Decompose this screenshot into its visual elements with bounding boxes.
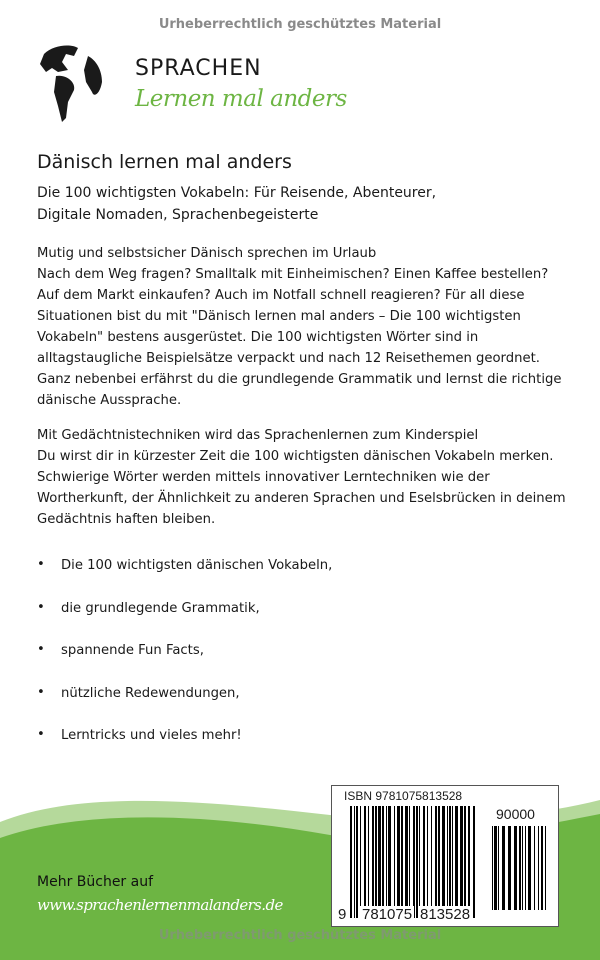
section-gedaechtnis: [37, 425, 597, 530]
price-code: 90000: [496, 806, 535, 822]
barcode-bar: [534, 826, 535, 910]
list-item: • Lerntricks und vieles mehr!: [37, 728, 332, 771]
barcode-bar: [413, 806, 415, 918]
barcode-bar: [409, 806, 410, 918]
more-books-label: Mehr Bücher auf: [37, 874, 154, 890]
barcode-bar: [525, 826, 526, 910]
barcode-bar: [538, 826, 539, 910]
barcode-bar: [419, 806, 420, 918]
barcode-bar: [528, 826, 531, 910]
barcode-bar: [455, 806, 458, 918]
subtitle-line: Die 100 wichtigsten Vokabeln: Für Reisende, Abenteurer,: [37, 185, 437, 201]
barcode-bar: [468, 806, 470, 918]
barcode-bar: [368, 806, 369, 918]
barcode-digits-right: 813528: [420, 906, 471, 923]
barcode-bar: [372, 806, 374, 918]
barcode-bar: [397, 806, 400, 918]
list-item: • Die 100 wichtigsten dänischen Vokabeln,: [37, 558, 332, 601]
barcode-bar: [364, 806, 366, 918]
website-link[interactable]: www.sprachenlernenmalanders.de: [37, 896, 283, 914]
text-line: Schwierige Wörter werden mittels innovativer Lerntechniken wie der: [37, 470, 490, 485]
text-line: Nach dem Weg fragen? Smalltalk mit Einheimischen? Einen Kaffee bestellen?: [37, 267, 549, 282]
barcode-bar: [492, 826, 493, 910]
barcode-bar: [452, 806, 453, 918]
section-heading: Mit Gedächtnistechniken wird das Sprachenlernen zum Kinderspiel: [37, 428, 479, 443]
barcode-bar: [360, 806, 361, 918]
list-item: • spannende Fun Facts,: [37, 643, 332, 686]
watermark-bottom: Urheberrechtlich geschütztes Material: [158, 928, 442, 943]
barcode-bar: [401, 806, 403, 918]
isbn-barcode: [331, 785, 559, 927]
barcode-bar: [416, 806, 418, 918]
logo-title: SPRACHEN: [135, 56, 262, 81]
barcode-bar: [508, 826, 511, 910]
barcode-bar: [519, 826, 521, 910]
barcode-digits-left: 781075: [362, 906, 413, 923]
text-line: Vokabeln" bestens ausgerüstet. Die 100 wichtigsten Wörter sind in: [37, 330, 479, 345]
text-line: Gedächtnis haften bleiben.: [37, 512, 216, 527]
barcode-bar: [464, 806, 466, 918]
barcode-bar: [382, 806, 384, 918]
barcode-bar: [522, 826, 523, 910]
barcode-bar: [431, 806, 432, 918]
barcode-bar: [545, 826, 546, 910]
barcode-bar: [435, 806, 437, 918]
logo-tagline: Lernen mal anders: [135, 86, 347, 112]
barcode-bar: [378, 806, 381, 918]
barcode-bar: [449, 806, 451, 918]
isbn-label: ISBN 9781075813528: [344, 789, 463, 803]
globe-icon: [36, 42, 106, 126]
book-subtitle: [37, 182, 577, 226]
barcode-bar: [405, 806, 408, 918]
barcode-bar: [460, 806, 463, 918]
text-line: Situationen bist du mit "Dänisch lernen mal anders – Die 100 wichtigsten: [37, 309, 521, 324]
barcode-bar: [442, 806, 445, 918]
barcode-bar: [427, 806, 428, 918]
text-line: alltagstaugliche Beispielsätze verpackt und nach 12 Reisethemen geordnet.: [37, 351, 540, 366]
text-line: dänische Aussprache.: [37, 393, 182, 408]
subtitle-line: Digitale Nomaden, Sprachenbegeisterte: [37, 207, 319, 223]
barcode-bar: [514, 826, 517, 910]
feature-list: [37, 558, 332, 771]
barcode-digit-first: 9: [338, 906, 347, 923]
watermark-top: Urheberrechtlich geschütztes Material: [158, 17, 442, 32]
text-line: Auf dem Markt einkaufen? Auch im Notfall schnell reagieren? Für all diese: [37, 288, 525, 303]
barcode-bar: [386, 806, 387, 918]
barcode-bar: [502, 826, 505, 910]
barcode-bar: [447, 806, 448, 918]
barcode-bar: [356, 806, 358, 918]
barcode-bar: [388, 806, 391, 918]
list-item: • die grundlegende Grammatik,: [37, 601, 332, 644]
barcode-bar: [423, 806, 425, 918]
section-heading: Mutig und selbstsicher Dänisch sprechen im Urlaub: [37, 246, 377, 261]
text-line: Du wirst dir in kürzester Zeit die 100 wichtigsten dänischen Vokabeln merken.: [37, 449, 554, 464]
text-line: Ganz nebenbei erfährst du die grundlegende Grammatik und lernst die richtige: [37, 372, 562, 387]
barcode-bar: [438, 806, 440, 918]
barcode-bar: [375, 806, 377, 918]
text-line: Wortherkunft, der Ähnlichkeit zu anderen Sprachen und Eselsbrücken in deinem: [37, 491, 566, 506]
barcode-bar: [350, 806, 352, 918]
list-item: • nützliche Redewendungen,: [37, 686, 332, 729]
barcode-bar: [473, 806, 475, 918]
barcode-bar: [354, 806, 355, 918]
book-title: Dänisch lernen mal anders: [37, 151, 292, 173]
barcode-bar: [498, 826, 499, 910]
section-urlaub: [37, 243, 597, 411]
barcode-bar: [394, 806, 395, 918]
barcode-bar: [541, 826, 543, 910]
barcode-bar: [494, 826, 497, 910]
